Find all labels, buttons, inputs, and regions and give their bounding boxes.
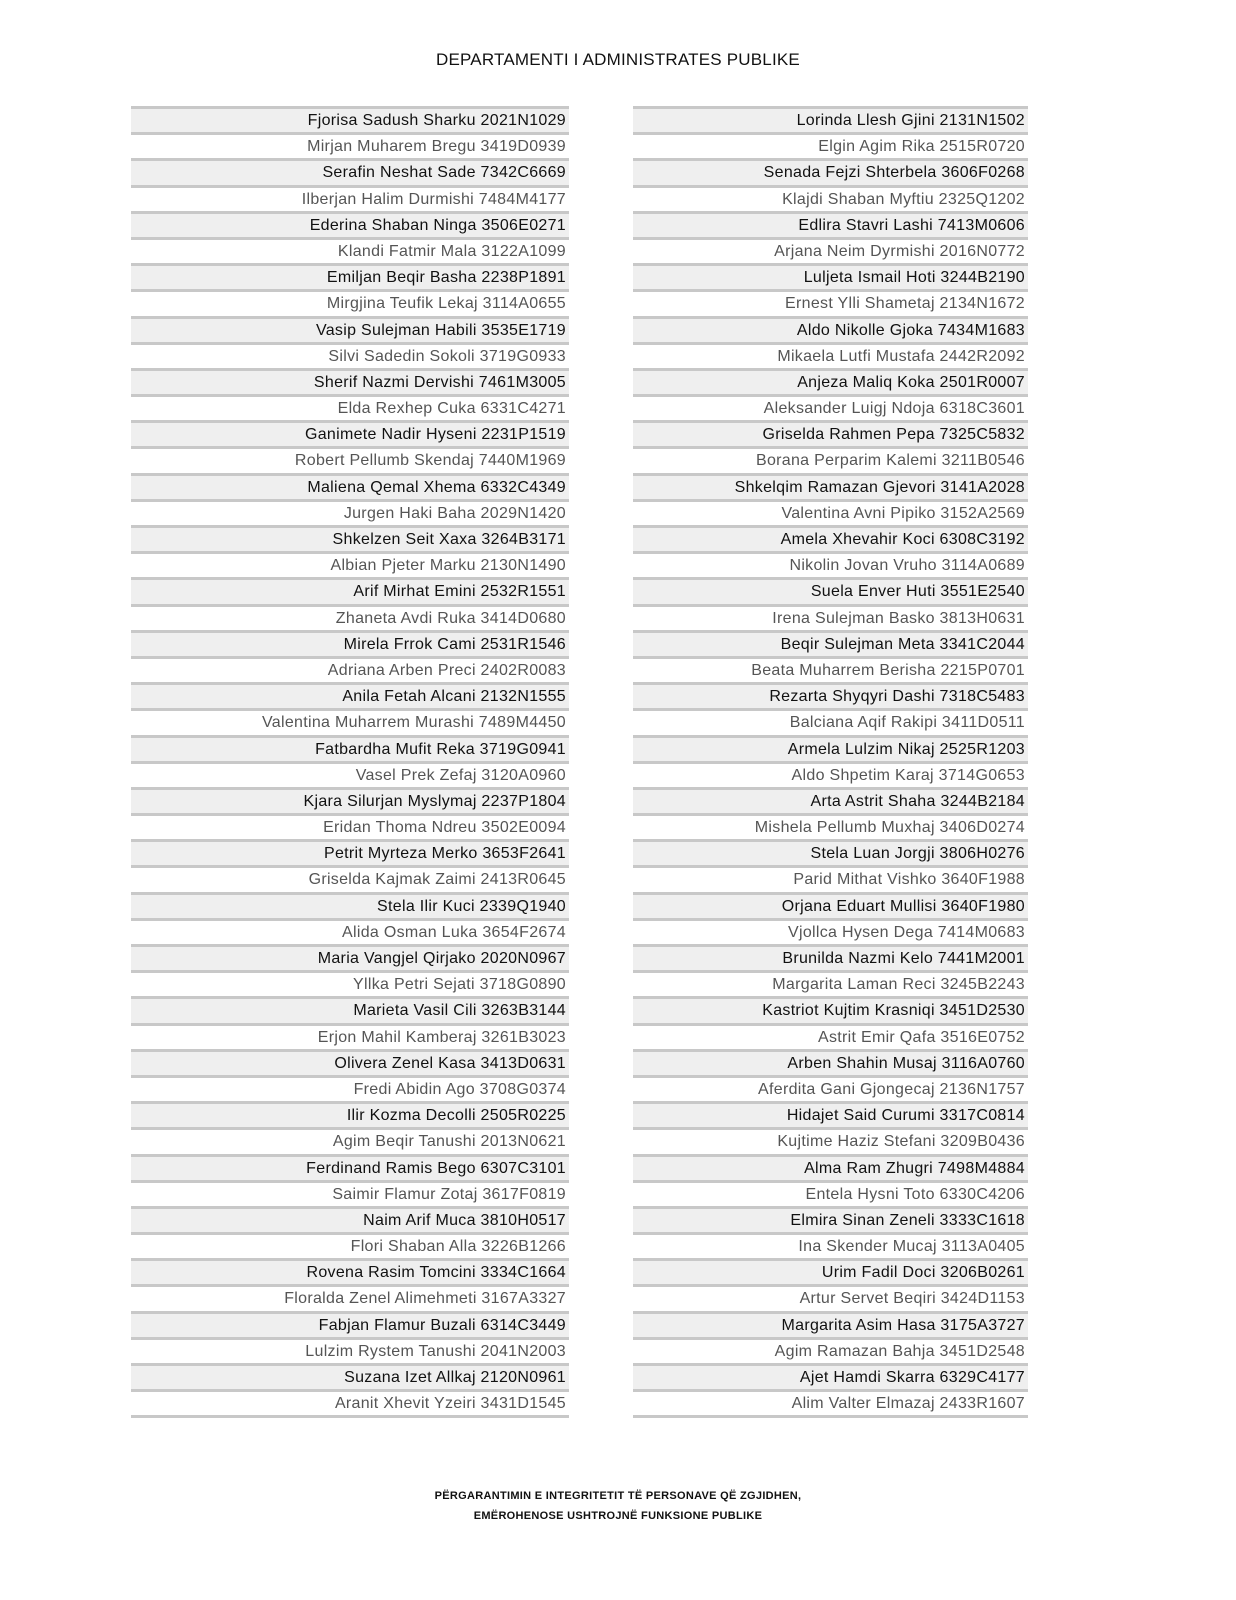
list-item: Ernest Ylli Shametaj 2134N1672	[633, 289, 1028, 315]
list-item: Entela Hysni Toto 6330C4206	[633, 1180, 1028, 1206]
list-item: Lorinda Llesh Gjini 2131N1502	[633, 106, 1028, 132]
list-item: Parid Mithat Vishko 3640F1988	[633, 865, 1028, 891]
list-item: Aldo Nikolle Gjoka 7434M1683	[633, 316, 1028, 342]
list-item: Vasel Prek Zefaj 3120A0960	[131, 761, 569, 787]
list-item: Mikaela Lutfi Mustafa 2442R2092	[633, 342, 1028, 368]
column-end-rule	[131, 1415, 569, 1418]
list-item: Ferdinand Ramis Bego 6307C3101	[131, 1154, 569, 1180]
list-item: Ganimete Nadir Hyseni 2231P1519	[131, 420, 569, 446]
footer	[0, 1486, 1236, 1526]
list-item: Serafin Neshat Sade 7342C6669	[131, 158, 569, 184]
list-item: Ina Skender Mucaj 3113A0405	[633, 1232, 1028, 1258]
list-item: Alim Valter Elmazaj 2433R1607	[633, 1389, 1028, 1415]
list-item: Aldo Shpetim Karaj 3714G0653	[633, 761, 1028, 787]
footer-line-1: PËRGARANTIMIN E INTEGRITETIT TË PERSONAVE QË ZGJIDHEN,	[434, 1490, 802, 1502]
list-item: Naim Arif Muca 3810H0517	[131, 1206, 569, 1232]
list-item: Arjana Neim Dyrmishi 2016N0772	[633, 237, 1028, 263]
list-item: Beata Muharrem Berisha 2215P0701	[633, 656, 1028, 682]
list-item: Mirgjina Teufik Lekaj 3114A0655	[131, 289, 569, 315]
list-item: Zhaneta Avdi Ruka 3414D0680	[131, 604, 569, 630]
list-item: Emiljan Beqir Basha 2238P1891	[131, 263, 569, 289]
footer-line-2: EMËROHENOSE USHTROJNË FUNKSIONE PUBLIKE	[473, 1510, 763, 1522]
list-item: Luljeta Ismail Hoti 3244B2190	[633, 263, 1028, 289]
list-item: Marieta Vasil Cili 3263B3144	[131, 996, 569, 1022]
list-item: Erjon Mahil Kamberaj 3261B3023	[131, 1023, 569, 1049]
list-item: Fredi Abidin Ago 3708G0374	[131, 1075, 569, 1101]
list-item: Shkelzen Seit Xaxa 3264B3171	[131, 525, 569, 551]
list-item: Yllka Petri Sejati 3718G0890	[131, 970, 569, 996]
list-item: Olivera Zenel Kasa 3413D0631	[131, 1049, 569, 1075]
list-item: Senada Fejzi Shterbela 3606F0268	[633, 158, 1028, 184]
list-item: Artur Servet Beqiri 3424D1153	[633, 1284, 1028, 1310]
list-item: Margarita Laman Reci 3245B2243	[633, 970, 1028, 996]
list-item: Beqir Sulejman Meta 3341C2044	[633, 630, 1028, 656]
list-item: Mirjan Muharem Bregu 3419D0939	[131, 132, 569, 158]
list-item: Maliena Qemal Xhema 6332C4349	[131, 473, 569, 499]
list-item: Arta Astrit Shaha 3244B2184	[633, 787, 1028, 813]
list-item: Ederina Shaban Ninga 3506E0271	[131, 211, 569, 237]
list-item: Stela Ilir Kuci 2339Q1940	[131, 892, 569, 918]
list-item: Valentina Avni Pipiko 3152A2569	[633, 499, 1028, 525]
list-item: Vasip Sulejman Habili 3535E1719	[131, 316, 569, 342]
list-item: Urim Fadil Doci 3206B0261	[633, 1258, 1028, 1284]
list-item: Agim Ramazan Bahja 3451D2548	[633, 1337, 1028, 1363]
list-item: Mirela Frrok Cami 2531R1546	[131, 630, 569, 656]
list-item: Lulzim Rystem Tanushi 2041N2003	[131, 1337, 569, 1363]
list-item: Agim Beqir Tanushi 2013N0621	[131, 1127, 569, 1153]
list-item: Albian Pjeter Marku 2130N1490	[131, 551, 569, 577]
list-item: Borana Perparim Kalemi 3211B0546	[633, 446, 1028, 472]
list-item: Ilir Kozma Decolli 2505R0225	[131, 1101, 569, 1127]
list-item: Ajet Hamdi Skarra 6329C4177	[633, 1363, 1028, 1389]
list-item: Stela Luan Jorgji 3806H0276	[633, 839, 1028, 865]
list-item: Suzana Izet Allkaj 2120N0961	[131, 1363, 569, 1389]
list-item: Jurgen Haki Baha 2029N1420	[131, 499, 569, 525]
list-item: Aranit Xhevit Yzeiri 3431D1545	[131, 1389, 569, 1415]
list-item: Ilberjan Halim Durmishi 7484M4177	[131, 185, 569, 211]
list-item: Flori Shaban Alla 3226B1266	[131, 1232, 569, 1258]
list-item: Irena Sulejman Basko 3813H0631	[633, 604, 1028, 630]
list-item: Kastriot Kujtim Krasniqi 3451D2530	[633, 996, 1028, 1022]
page-title: DEPARTAMENTI I ADMINISTRATES PUBLIKE	[436, 50, 800, 69]
list-item: Alida Osman Luka 3654F2674	[131, 918, 569, 944]
list-item: Fabjan Flamur Buzali 6314C3449	[131, 1311, 569, 1337]
list-item: Griselda Kajmak Zaimi 2413R0645	[131, 865, 569, 891]
list-item: Fjorisa Sadush Sharku 2021N1029	[131, 106, 569, 132]
list-item: Robert Pellumb Skendaj 7440M1969	[131, 446, 569, 472]
right-column-list	[633, 106, 1028, 1418]
list-item: Aleksander Luigj Ndoja 6318C3601	[633, 394, 1028, 420]
list-item: Edlira Stavri Lashi 7413M0606	[633, 211, 1028, 237]
list-item: Arben Shahin Musaj 3116A0760	[633, 1049, 1028, 1075]
list-item: Rezarta Shyqyri Dashi 7318C5483	[633, 682, 1028, 708]
column-end-rule	[633, 1415, 1028, 1418]
list-item: Mishela Pellumb Muxhaj 3406D0274	[633, 813, 1028, 839]
list-item: Silvi Sadedin Sokoli 3719G0933	[131, 342, 569, 368]
list-item: Anjeza Maliq Koka 2501R0007	[633, 368, 1028, 394]
list-item: Amela Xhevahir Koci 6308C3192	[633, 525, 1028, 551]
list-item: Rovena Rasim Tomcini 3334C1664	[131, 1258, 569, 1284]
list-item: Brunilda Nazmi Kelo 7441M2001	[633, 944, 1028, 970]
list-item: Klandi Fatmir Mala 3122A1099	[131, 237, 569, 263]
left-column-list	[131, 106, 569, 1418]
list-item: Elmira Sinan Zeneli 3333C1618	[633, 1206, 1028, 1232]
list-item: Elgin Agim Rika 2515R0720	[633, 132, 1028, 158]
list-item: Elda Rexhep Cuka 6331C4271	[131, 394, 569, 420]
list-item: Orjana Eduart Mullisi 3640F1980	[633, 892, 1028, 918]
list-item: Margarita Asim Hasa 3175A3727	[633, 1311, 1028, 1337]
list-item: Sherif Nazmi Dervishi 7461M3005	[131, 368, 569, 394]
list-item: Shkelqim Ramazan Gjevori 3141A2028	[633, 473, 1028, 499]
list-item: Balciana Aqif Rakipi 3411D0511	[633, 708, 1028, 734]
list-item: Vjollca Hysen Dega 7414M0683	[633, 918, 1028, 944]
list-item: Floralda Zenel Alimehmeti 3167A3327	[131, 1284, 569, 1310]
list-item: Aferdita Gani Gjongecaj 2136N1757	[633, 1075, 1028, 1101]
list-item: Anila Fetah Alcani 2132N1555	[131, 682, 569, 708]
list-item: Klajdi Shaban Myftiu 2325Q1202	[633, 185, 1028, 211]
list-item: Maria Vangjel Qirjako 2020N0967	[131, 944, 569, 970]
list-item: Armela Lulzim Nikaj 2525R1203	[633, 735, 1028, 761]
list-item: Astrit Emir Qafa 3516E0752	[633, 1023, 1028, 1049]
list-item: Valentina Muharrem Murashi 7489M4450	[131, 708, 569, 734]
list-item: Nikolin Jovan Vruho 3114A0689	[633, 551, 1028, 577]
list-item: Petrit Myrteza Merko 3653F2641	[131, 839, 569, 865]
list-item: Saimir Flamur Zotaj 3617F0819	[131, 1180, 569, 1206]
list-item: Adriana Arben Preci 2402R0083	[131, 656, 569, 682]
list-item: Griselda Rahmen Pepa 7325C5832	[633, 420, 1028, 446]
list-item: Arif Mirhat Emini 2532R1551	[131, 577, 569, 603]
list-item: Hidajet Said Curumi 3317C0814	[633, 1101, 1028, 1127]
list-item: Fatbardha Mufit Reka 3719G0941	[131, 735, 569, 761]
list-item: Suela Enver Huti 3551E2540	[633, 577, 1028, 603]
list-item: Kjara Silurjan Myslymaj 2237P1804	[131, 787, 569, 813]
list-item: Alma Ram Zhugri 7498M4884	[633, 1154, 1028, 1180]
list-item: Eridan Thoma Ndreu 3502E0094	[131, 813, 569, 839]
list-item: Kujtime Haziz Stefani 3209B0436	[633, 1127, 1028, 1153]
